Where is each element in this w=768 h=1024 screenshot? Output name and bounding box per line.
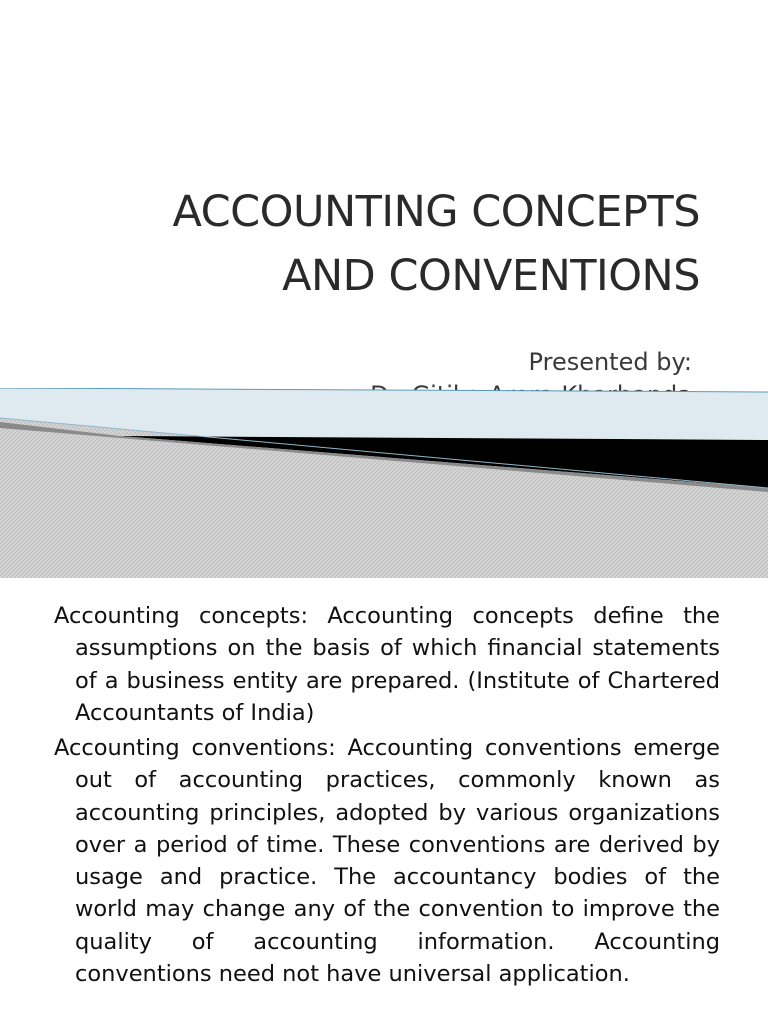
slide-title <box>60 180 700 308</box>
concepts-definition: : Accounting concepts define the assumptions on the basis of which financial statements of a business entity are prepared. (Institute of Chartered Accountants of India) <box>75 603 720 726</box>
presented-by-label: Presented by: <box>528 348 692 376</box>
conventions-paragraph <box>54 732 720 990</box>
concepts-term: Accounting concepts <box>54 603 301 629</box>
title-line-1: ACCOUNTING CONCEPTS <box>172 187 700 237</box>
definitions-slide <box>0 578 768 1024</box>
concepts-paragraph <box>54 600 720 729</box>
decorative-band <box>0 388 768 578</box>
conventions-definition: Accounting conventions emerge out of accounting practices, commonly known as accounting principles, adopted by various organizations over a period of time. These conventions are derived by usage and practice. The accountancy bodies of the world may change any of the convention to improve the quality of accounting information. Accounting conventions need not have universal application. <box>75 735 720 988</box>
title-line-2: AND CONVENTIONS <box>282 251 700 301</box>
conventions-term: Accounting conventions: <box>54 735 336 761</box>
